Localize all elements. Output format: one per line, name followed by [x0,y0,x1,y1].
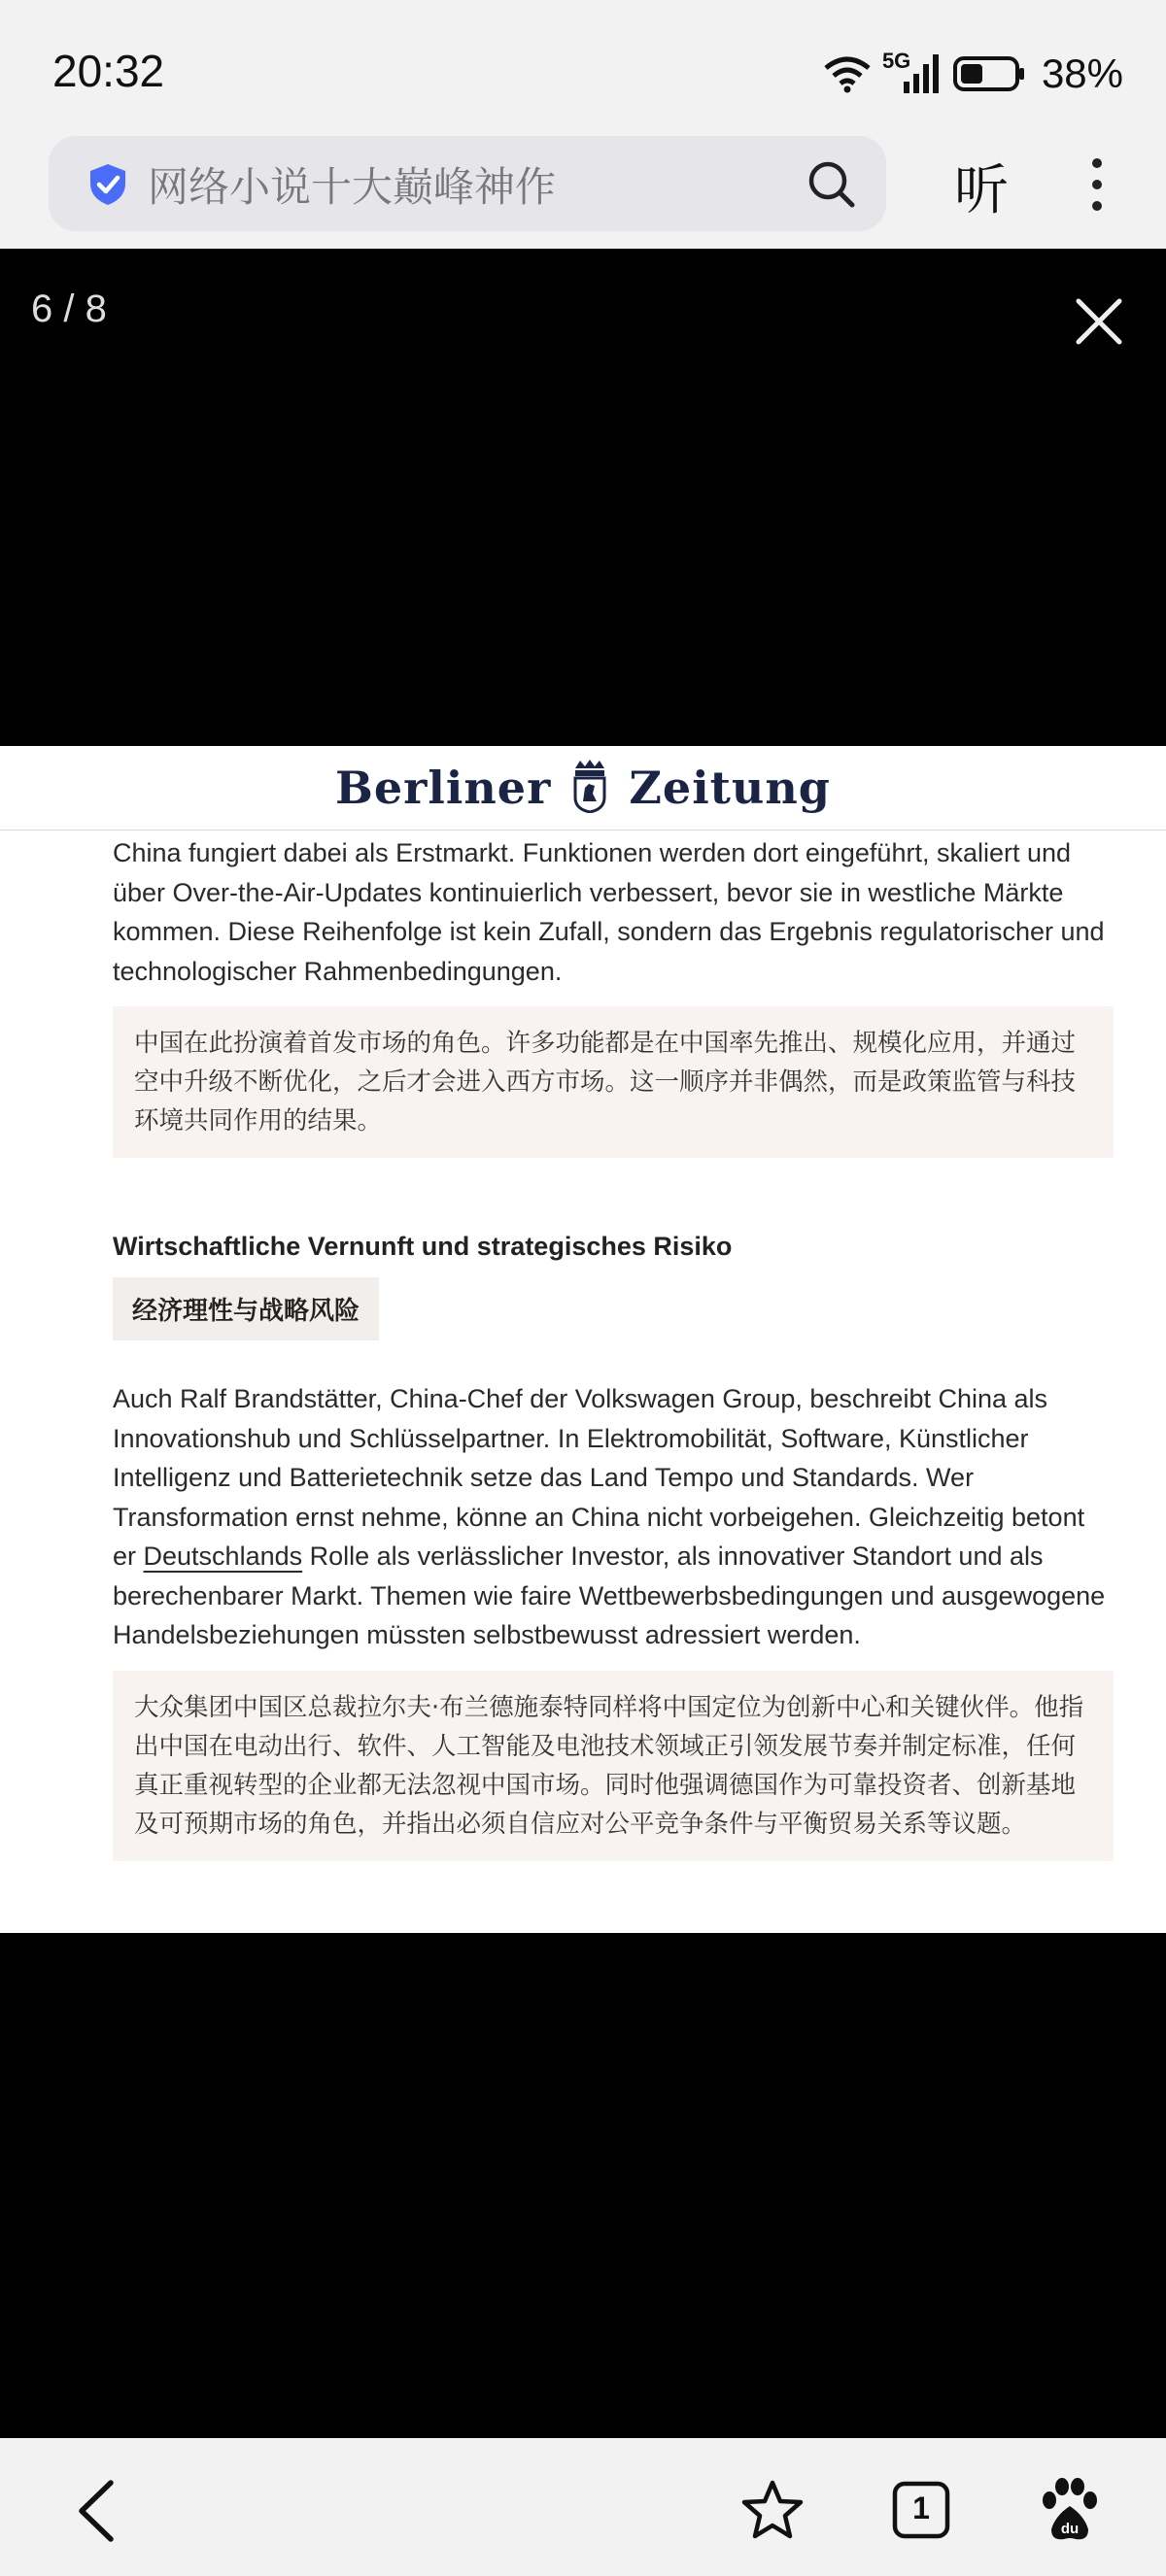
battery-percentage: 38% [1041,51,1123,96]
article-content [113,833,1114,1861]
bear-crest-icon [571,759,608,813]
signal-icon [881,49,943,95]
status-icons [822,47,1123,101]
paragraph-de-1: China fungiert dabei als Erstmarkt. Funktionen werden dort eingeführt, skaliert und über Over-the-Air-Updates kontinuierlich verbessert, bevor sie in westliche Märkte kommen. Diese Reihenfolge ist kein Zufall, sondern das Ergebnis regulatorischer und technologischer Rahmenbedingungen. [113,838,1105,986]
svg-text:du: du [1060,2521,1080,2537]
translation-box-1: 中国在此扮演着首发市场的角色。许多功能都是在中国率先推出、规模化应用，并通过空中升级不断优化，之后才会进入西方市场。这一顺序并非偶然，而是政策监管与科技环境共同作用的结果。 [113,1006,1114,1158]
listen-button[interactable]: 听 [954,159,1009,222]
logo-word-right: Zeitung [629,762,831,814]
newspaper-logo [0,762,1166,819]
tab-count: 1 [912,2491,930,2525]
more-menu-icon[interactable] [1082,155,1112,214]
bottom-navigation [0,2438,1166,2576]
image-viewer[interactable] [0,249,1166,2438]
section-heading-cn: 经济理性与战略风险 [113,1277,379,1340]
logo-word-left: Berliner [335,762,552,814]
translation-box-2: 大众集团中国区总裁拉尔夫·布兰德施泰特同样将中国定位为创新中心和关键伙伴。他指出中国在电动出行、软件、人工智能及电池技术领域正引领发展节奏并制定标准，任何真正重视转型的企业都无法忽视中国市场。同时他强调德国作为可靠投资者、创新基地及可预期市场的角色，并指出必须自信应对公平竞争条件与平衡贸易关系等议题。 [113,1671,1114,1861]
paragraph-de-2-part2: Rolle als verlässlicher Investor, als innovativer Standort und als berechenbarer Markt. Themen wie faire Wettbewerbsbedingungen und ausgewogene Handelsbeziehungen müssten selbstbewusst adressiert werden. [113,1542,1106,1649]
paragraph-de-2 [113,1379,1114,1655]
paragraph-de-2-part1: Auch Ralf Brandstätter, China-Chef der Volkswagen Group, beschreibt China als Innovationshub und Schlüsselpartner. In Elektromobilität, Software, Künstlicher Intelligenz und Batterietechnik setze das Land Tempo und Standards. Wer Transformation ernst nehme, könne an China nicht vorbeigehen. Gleichzeitig betont er [113,1384,1085,1571]
search-icon[interactable] [806,159,857,210]
tabs-button[interactable] [892,2481,950,2539]
search-input[interactable]: 网络小说十大巅峰神作 [148,163,557,211]
section-heading-de: Wirtschaftliche Vernunft und strategisches Risiko [113,1232,733,1261]
bookmark-star-icon[interactable] [740,2479,805,2541]
shield-icon [86,162,130,207]
status-bar [0,0,1166,136]
close-icon[interactable] [1075,297,1123,346]
wifi-icon [822,54,873,93]
deutschlands-link[interactable]: Deutschlands [143,1542,303,1571]
baidu-paw-icon[interactable] [1038,2477,1102,2545]
masthead [0,746,1166,830]
network-type: 5G [881,49,911,73]
image-counter: 6 / 8 [31,288,107,330]
clock: 20:32 [52,46,165,96]
search-bar[interactable] [49,136,886,231]
battery-icon [952,54,1026,93]
article-image [0,746,1166,1933]
back-icon[interactable] [74,2477,119,2545]
